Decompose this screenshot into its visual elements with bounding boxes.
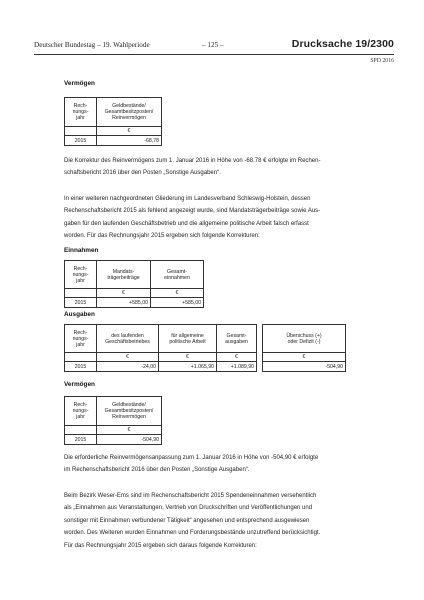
unit-blank	[65, 353, 97, 362]
col-header-politische-arbeit: für allgemeine politische Arbeit	[159, 325, 217, 353]
col-header-geschaeftsbetrieb: des laufenden Geschäftsbetriebes	[97, 325, 159, 353]
paragraph-weser-ems	[64, 490, 394, 552]
header-publication: Deutscher Bundestag – 19. Wahlperiode	[34, 41, 150, 49]
year-cell: 2015	[65, 136, 97, 146]
unit-cell: €	[217, 353, 257, 362]
page-number: – 125 –	[202, 41, 224, 49]
value-cell: -68,78	[97, 136, 162, 146]
heading-vermoegen-1: Vermögen	[64, 80, 95, 87]
col-header-reinvermoegen: Geldbestände/ Gesamtbesitzposten/ Reinvermögen	[97, 98, 162, 127]
year-cell: 2015	[65, 362, 97, 372]
unit-cell: €	[97, 127, 162, 136]
text-line: In einer weiteren nachgeordneten Gliederung im Landesverband Schleswig-Holstein, dessen	[64, 196, 311, 202]
paragraph-schleswig-holstein	[64, 193, 394, 243]
text-line: Rechenschaftsbericht 2015 als fehlend angezeigt wurde, sind Mandatsträgerbeiträge sowie Aus-	[64, 208, 321, 215]
value-cell: +585,00	[151, 298, 204, 308]
col-header-jahr: Rech- nungs- jahr	[65, 261, 97, 289]
table-ausgaben	[64, 324, 346, 372]
value-cell: -504,90	[263, 362, 346, 372]
col-header-jahr: Rech- nungs- jahr	[65, 98, 97, 127]
unit-cell: €	[97, 426, 162, 435]
table-vermoegen-1	[64, 97, 162, 146]
unit-blank	[65, 127, 97, 136]
col-header-ueberschuss: Überschuss (+) oder Defizit (-)	[263, 325, 346, 353]
table-vermoegen-2	[64, 396, 162, 445]
col-header-gesamteinnahmen: Gesamt- einnahmen	[151, 261, 204, 289]
heading-ausgaben: Ausgaben	[64, 311, 95, 318]
unit-cell: €	[159, 353, 217, 362]
document-number	[292, 38, 394, 50]
unit-cell: €	[263, 353, 346, 362]
text-line: Für das Rechnungsjahr 2015 ergeben sich daraus folgende Korrekturen:	[64, 542, 257, 549]
text-line: sonstiger mit Einnahmen verbundener Tätigkeit“ angesehen und entsprechend ausgewiesen	[64, 517, 310, 524]
doc-prefix: Drucksache 19/	[291, 38, 371, 50]
value-cell: -24,00	[97, 362, 159, 372]
col-header-gesamtausgaben: Gesamt- ausgaben	[217, 325, 257, 353]
text-line: Die erforderliche Reinvermögensanpassung zum 1. Januar 2016 in Höhe von -504,90 € erfolgte	[64, 455, 319, 461]
year-cell: 2015	[65, 435, 97, 445]
text-line: Beim Bezirk Weser-Ems sind im Rechenschaftsbericht 2015 Spendeneinnahmen versehentlich	[64, 493, 317, 499]
col-header-jahr: Rech- nungs- jahr	[65, 325, 97, 353]
col-header-reinvermoegen: Geldbestände/ Gesamtbesitzposten/ Reinvermögen	[97, 397, 162, 426]
value-cell: +1.089,90	[217, 362, 257, 372]
year-cell: 2015	[65, 298, 97, 308]
text-line: schaftsbericht 2016 über den Posten „Sonstige Ausgaben“.	[64, 170, 221, 177]
unit-cell: €	[151, 289, 204, 298]
value-cell: +585,00	[97, 298, 151, 308]
text-line: Die Korrektur des Reinvermögens zum 1. Januar 2016 in Höhe von -68.78 € erfolgte im Rechen-	[64, 158, 321, 164]
paragraph-reinvermoegensanpassung	[64, 452, 394, 477]
heading-einnahmen: Einnahmen	[64, 247, 99, 254]
party-label: SPD 2016	[370, 58, 394, 64]
text-line: worden. Des Weiteren wurden Einnahmen und Forderungsbestände unzutreffend berücksichtigt.	[64, 530, 321, 537]
heading-vermoegen-2: Vermögen	[64, 381, 95, 388]
value-cell: +1.065,90	[159, 362, 217, 372]
unit-cell: €	[97, 289, 151, 298]
table-einnahmen	[64, 260, 204, 308]
text-line: als „Einnahmen aus Veranstaltungen, Vertrieb von Druckschriften und Veröffentlichungen und	[64, 505, 313, 512]
value-cell: -504,90	[97, 435, 162, 445]
header-rule	[34, 54, 394, 55]
text-line: im Rechenschaftsbericht 2016 über den Posten „Sonstige Ausgaben“.	[64, 467, 250, 474]
unit-blank	[65, 426, 97, 435]
text-line: gaben für den laufenden Geschäftsbetrieb und die allgemeine politische Arbeit falsch erfasst	[64, 220, 309, 227]
text-line: worden. Für das Rechnungsjahr 2015 ergeben sich folgende Korrekturen:	[64, 233, 260, 240]
unit-blank	[65, 289, 97, 298]
paragraph-korrektur	[64, 155, 394, 180]
col-header-mandatstraeger: Mandats- trägerbeiträge	[97, 261, 151, 289]
doc-number: 2300	[370, 38, 394, 50]
page-header	[34, 40, 394, 54]
unit-cell: €	[97, 353, 159, 362]
col-header-jahr: Rech- nungs- jahr	[65, 397, 97, 426]
